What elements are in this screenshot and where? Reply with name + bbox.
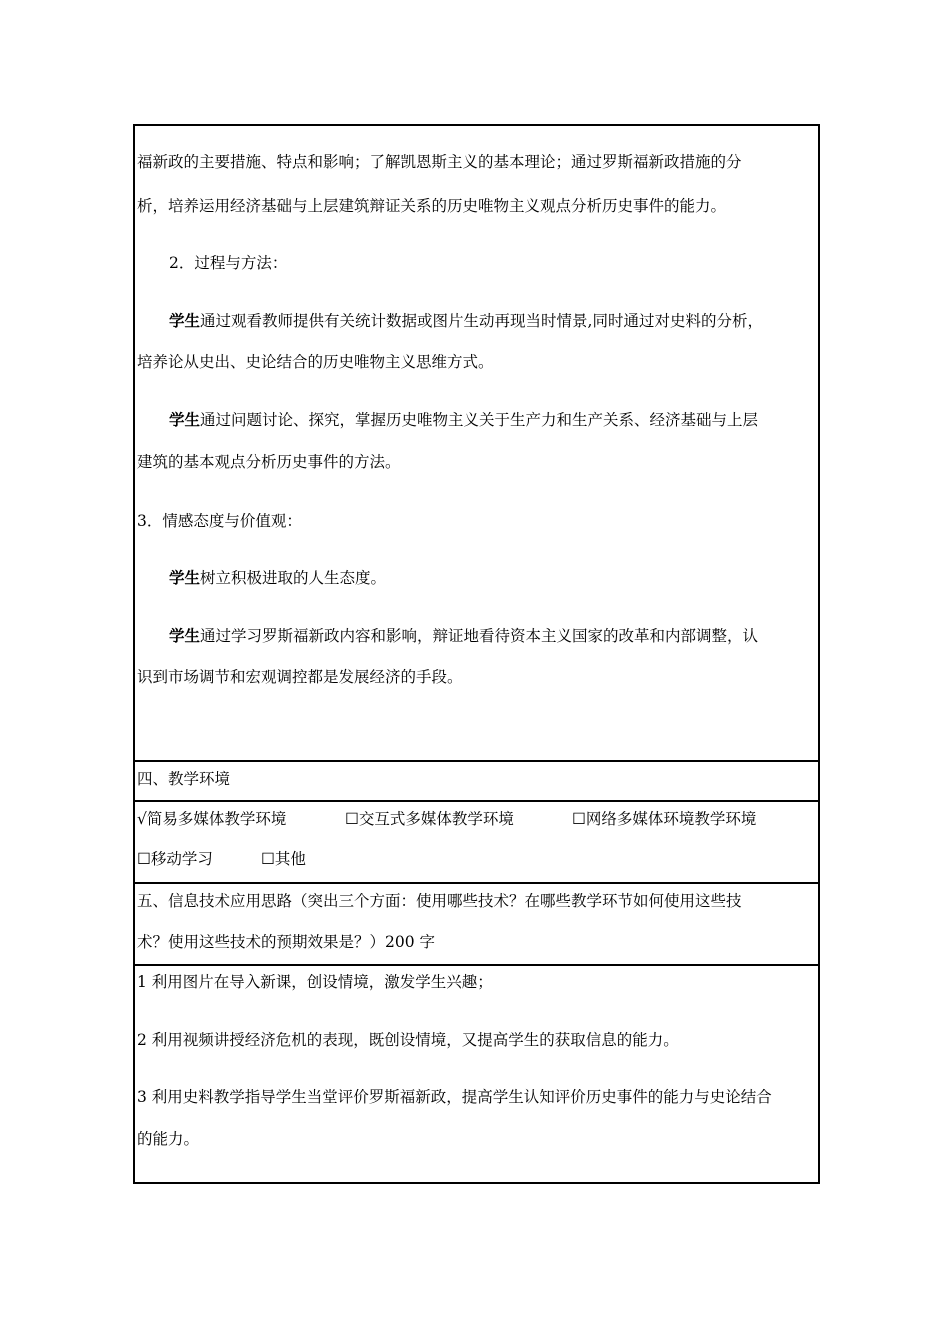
- emotion-heading: 3．情感态度与价值观：: [137, 512, 302, 530]
- environment-options-cell: [135, 800, 818, 882]
- subject-label: 学生: [169, 410, 201, 429]
- it-content-cell: [135, 964, 818, 1182]
- it-heading-line-1: 五、信息技术应用思路（突出三个方面：使用哪些技术？在哪些教学环节如何使用这些技: [137, 892, 742, 910]
- option-simple-multimedia[interactable]: √简易多媒体教学环境: [137, 810, 287, 828]
- emotion-paragraph-2-line-1: [169, 626, 758, 646]
- it-item-3-line-2: 的能力。: [137, 1130, 200, 1148]
- process-paragraph-2-line-2: 建筑的基本观点分析历史事件的方法。: [137, 453, 401, 471]
- process-paragraph-1-line-2: 培养论从史出、史论结合的历史唯物主义思维方式。: [137, 353, 494, 371]
- process-heading: 2．过程与方法：: [169, 254, 288, 272]
- process-paragraph-1-line-1: [169, 311, 763, 331]
- it-item-2: 2 利用视频讲授经济危机的表现，既创设情境，又提高学生的获取信息的能力。: [137, 1031, 679, 1049]
- subject-label: 学生: [169, 626, 201, 645]
- subject-label: 学生: [169, 568, 201, 587]
- option-mobile-learning[interactable]: ☐移动学习: [137, 850, 213, 868]
- process-paragraph-2-line-1: [169, 410, 758, 430]
- paragraph-text: 通过学习罗斯福新政内容和影响，辩证地看待资本主义国家的改革和内部调整，认: [200, 627, 759, 645]
- emotion-paragraph-2-line-2: 识到市场调节和宏观调控都是发展经济的手段。: [137, 668, 463, 686]
- paragraph-text: 通过问题讨论、探究，掌握历史唯物主义关于生产力和生产关系、经济基础与上层: [200, 411, 759, 429]
- it-heading-cell: [135, 882, 818, 964]
- environment-heading: 四、教学环境: [137, 770, 231, 788]
- it-heading-line-2: 术？使用这些技术的预期效果是？）200 字: [137, 933, 436, 951]
- option-network-multimedia[interactable]: ☐网络多媒体环境教学环境: [572, 810, 757, 828]
- it-item-1: 1 利用图片在导入新课，创设情境，激发学生兴趣；: [137, 973, 493, 991]
- knowledge-line-2: 析，培养运用经济基础与上层建筑辩证关系的历史唯物主义观点分析历史事件的能力。: [137, 197, 727, 215]
- emotion-paragraph-1: [169, 568, 386, 588]
- option-interactive-multimedia[interactable]: ☐交互式多媒体教学环境: [345, 810, 514, 828]
- knowledge-line-1: 福新政的主要措施、特点和影响；了解凯恩斯主义的基本理论；通过罗斯福新政措施的分: [137, 153, 742, 171]
- paragraph-text: 通过观看教师提供有关统计数据或图片生动再现当时情景,同时通过对史料的分析，: [200, 312, 763, 330]
- option-other[interactable]: ☐其他: [261, 850, 306, 868]
- it-item-3-line-1: 3 利用史料教学指导学生当堂评价罗斯福新政，提高学生认知评价历史事件的能力与史论结合: [137, 1088, 772, 1106]
- paragraph-text: 树立积极进取的人生态度。: [200, 569, 387, 587]
- subject-label: 学生: [169, 311, 201, 330]
- lesson-plan-table: [133, 124, 820, 1184]
- objectives-cell: [135, 126, 818, 762]
- environment-heading-cell: [135, 760, 818, 800]
